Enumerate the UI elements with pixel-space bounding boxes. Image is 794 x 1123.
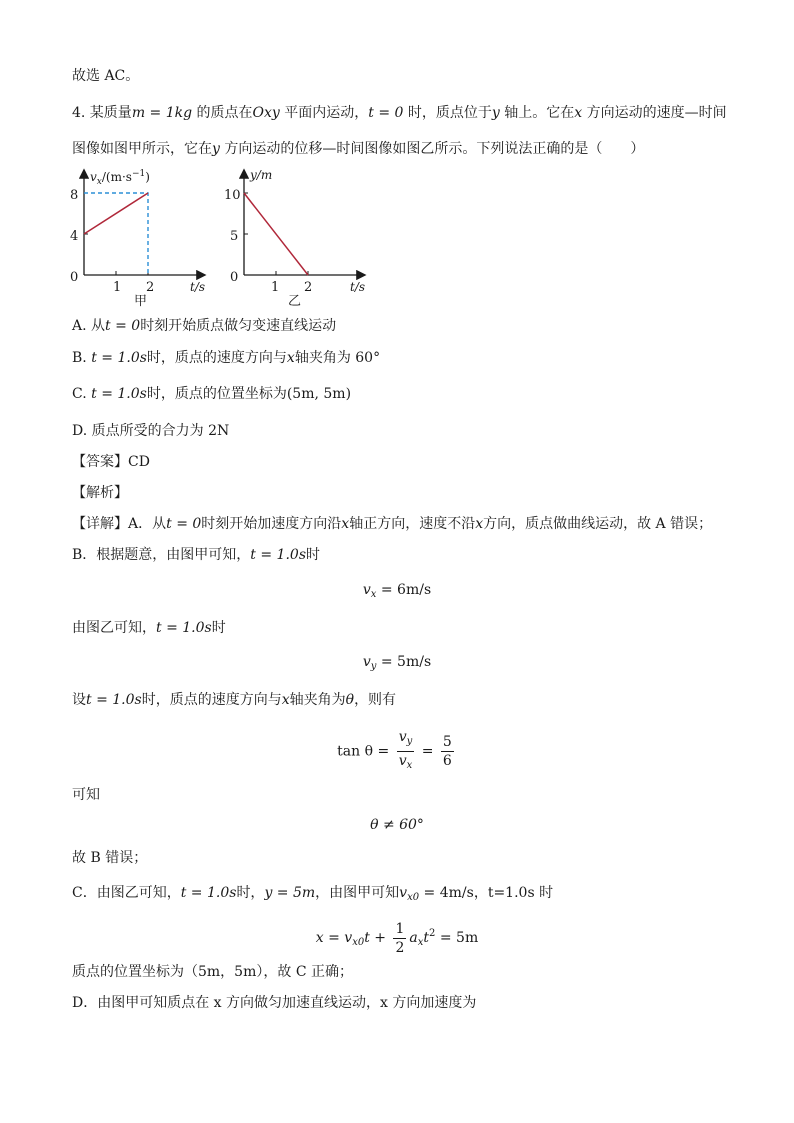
theta-symbol: θ: [345, 692, 355, 708]
x-tick-label: 2: [146, 280, 155, 295]
option-text: 时刻开始质点做匀变速直线运动: [140, 318, 337, 334]
equation-vy: [0, 652, 794, 677]
series-line: [244, 193, 308, 275]
equation-x-position: [0, 915, 794, 962]
detail-text: 轴夹角为: [289, 692, 346, 708]
y-tick-label: 4: [70, 229, 79, 244]
detail-text: ，则有: [354, 692, 397, 708]
eq-value: = 5m/s: [376, 654, 432, 670]
detail-c-intro: [72, 883, 553, 908]
detail-d-intro: D．由图甲可知质点在 x 方向做匀加速直线运动，x 方向加速度为: [72, 995, 477, 1011]
x-direction-symbol: x: [574, 105, 583, 121]
y-tick-label: 5: [230, 229, 239, 244]
option-text: C.: [72, 386, 92, 402]
eq-sign: =: [421, 743, 434, 760]
eq-lhs: tan θ =: [337, 743, 390, 760]
stem-text: 4. 某质量: [72, 105, 132, 121]
detail-text: C．由图乙可知，: [72, 885, 181, 901]
eq-numerator: 1: [395, 920, 405, 937]
eq-value: = 6m/s: [376, 582, 432, 598]
y-direction-symbol: y: [212, 141, 220, 157]
eq-symbol: v: [398, 753, 407, 769]
stem-text: 的质点在: [192, 105, 253, 121]
graph-caption: 乙: [288, 294, 302, 308]
time-expression: t = 1.0s: [91, 350, 147, 366]
detail-text: 设: [72, 692, 86, 708]
detail-text: 时，质点的速度方向与: [141, 692, 282, 708]
detail-text: 方向，质点做曲线运动，故 A 错误；: [483, 516, 713, 532]
eq-denominator: 2: [395, 939, 405, 956]
eq-subscript: x0: [352, 937, 365, 948]
eq-superscript: 2: [429, 928, 436, 939]
equation-theta-neq: [0, 815, 794, 835]
detail-a: [72, 514, 712, 534]
graph-caption: 甲: [134, 294, 148, 308]
plane-name: Oxy: [252, 105, 280, 121]
analysis-header: 【解析】: [72, 485, 128, 501]
eq-symbol: v: [362, 582, 371, 598]
y-axis-label: $v_x/(m\cdot s^{-1})$: [90, 169, 150, 187]
previous-conclusion: 故选 AC。: [72, 68, 140, 84]
option-text: 时，质点的位置坐标为: [146, 386, 287, 402]
y-tick-label: 8: [70, 188, 79, 203]
time-expression: t = 1.0s: [180, 885, 237, 901]
x-tick-label: 1: [271, 280, 280, 295]
detail-b-conclusion: 故 B 错误；: [72, 850, 148, 866]
stem-text: 方向运动的速度—时间: [582, 105, 727, 121]
y-tick-label: 0: [230, 270, 239, 285]
y-tick-label: 10: [224, 188, 241, 203]
x-axis-label: t/s: [350, 280, 366, 294]
eq-subscript: x: [417, 937, 424, 948]
eq-value: θ ≠ 60°: [370, 817, 424, 833]
stem-text: 方向运动的位移—时间图像如图乙所示。下列说法正确的是（ ）: [219, 141, 645, 157]
time-expression: t = 1.0s: [250, 547, 307, 563]
detail-c-conclusion: 质点的位置坐标为（5m，5m），故 C 正确；: [72, 964, 353, 980]
fraction-vy-vx: [397, 728, 415, 775]
detail-b-know: 可知: [72, 787, 100, 803]
question-stem-line-2: [72, 139, 644, 159]
x-tick-label: 2: [304, 280, 313, 295]
y-expression: y = 5m: [264, 885, 316, 901]
x-tick-label: 1: [113, 280, 122, 295]
y-tick-label: 0: [70, 270, 79, 285]
eq-value: = 5m: [435, 930, 479, 946]
detail-b-figure-b: [72, 618, 226, 638]
eq-symbol: t: [423, 930, 430, 946]
equation-tan-theta: [0, 728, 794, 775]
coordinate: (5m, 5m): [286, 386, 352, 402]
eq-numerator: 5: [442, 734, 452, 750]
y-axis-symbol: y: [491, 105, 500, 121]
x-symbol: x: [475, 516, 484, 532]
velocity-time-graph: [62, 163, 222, 308]
option-b: [72, 348, 380, 368]
option-d: D. 质点所受的合力为 2N: [72, 423, 230, 439]
time-expression: t = 0: [368, 105, 404, 121]
eq-symbol: v: [399, 885, 408, 901]
detail-text: 轴正方向，速度不沿: [349, 516, 476, 532]
detail-text: 时刻开始加速度方向沿: [201, 516, 342, 532]
detail-text: 【详解】A．从: [72, 516, 167, 532]
detail-b-intro: [72, 545, 320, 565]
answer: 【答案】CD: [72, 454, 150, 470]
dashed-guide-line: [84, 193, 148, 275]
option-text: A. 从: [72, 318, 106, 334]
detail-text: ，由图甲可知: [315, 885, 400, 901]
eq-subscript: x0: [407, 892, 420, 903]
detail-b-set-theta: [72, 690, 396, 710]
option-a: [72, 316, 336, 336]
eq-term: t +: [364, 930, 387, 946]
time-expression: t = 1.0s: [86, 692, 142, 708]
stem-text: 图像如图甲所示，它在: [72, 141, 212, 157]
stem-text: 平面内运动，: [279, 105, 369, 121]
option-text: B.: [72, 350, 92, 366]
detail-text: 由图乙可知，: [72, 620, 156, 636]
option-c: [72, 384, 351, 404]
x-symbol: x: [286, 350, 295, 366]
option-text: 轴夹角为 60°: [294, 350, 381, 366]
eq-subscript: y: [406, 736, 413, 747]
y-axis-label: y/m: [250, 168, 273, 182]
displacement-time-graph: [222, 163, 382, 308]
fraction-one-half: [393, 920, 406, 957]
eq-lhs: x = v: [315, 930, 353, 946]
detail-text: 时: [306, 547, 321, 563]
series-line: [84, 193, 148, 234]
fraction-5-6: [441, 733, 454, 770]
x-symbol: x: [341, 516, 350, 532]
equation-vx: [0, 580, 794, 605]
detail-text: 时: [211, 620, 226, 636]
detail-text: 时，: [236, 885, 265, 901]
eq-subscript: y: [370, 661, 377, 672]
time-expression: t = 0: [105, 318, 141, 334]
eq-symbol: a: [409, 930, 418, 946]
eq-symbol: v: [398, 729, 407, 745]
time-expression: t = 1.0s: [156, 620, 212, 636]
eq-subscript: x: [370, 589, 377, 600]
x-symbol: x: [281, 692, 290, 708]
eq-denominator: 6: [442, 753, 452, 769]
eq-value: = 4m/s: [419, 885, 474, 901]
stem-text: 时，质点位于: [403, 105, 492, 121]
time-expression: t = 0: [166, 516, 202, 532]
question-stem-line-1: [72, 103, 727, 123]
eq-symbol: v: [362, 654, 371, 670]
time-expression: t = 1.0s: [91, 386, 147, 402]
stem-text: 轴上。它在: [499, 105, 575, 121]
option-text: 时，质点的速度方向与: [146, 350, 287, 366]
mass-expression: m = 1kg: [131, 105, 193, 121]
detail-text: ，t=1.0s 时: [473, 885, 554, 901]
x-axis-label: t/s: [190, 280, 206, 294]
eq-subscript: x: [406, 760, 413, 771]
detail-text: B．根据题意，由图甲可知，: [72, 547, 251, 563]
